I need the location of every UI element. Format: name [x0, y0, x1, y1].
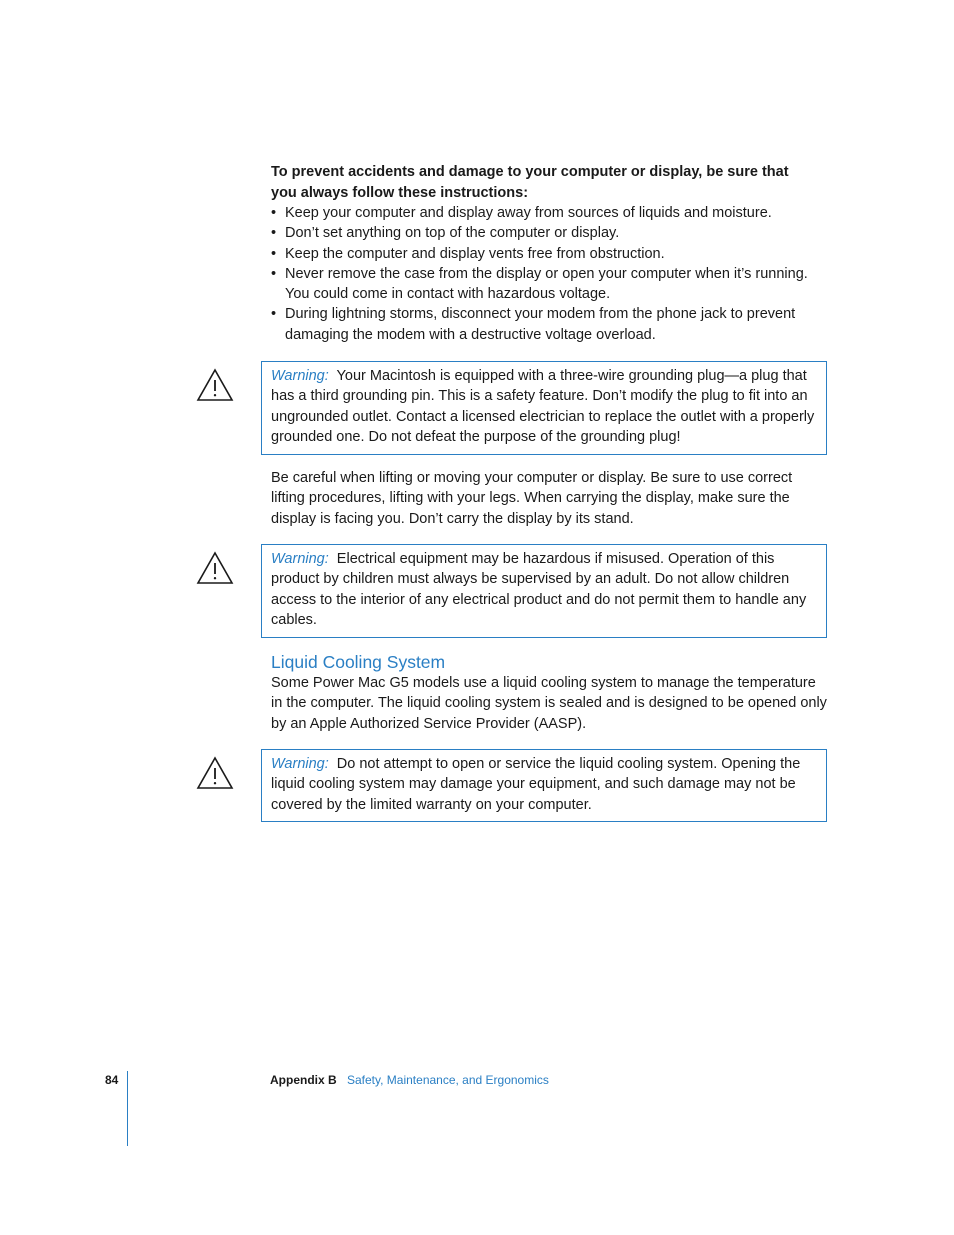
list-item [271, 244, 831, 264]
safety-bullet-list [271, 203, 831, 345]
bullet-glyph: • [271, 205, 277, 221]
bullet-glyph: • [271, 245, 277, 262]
list-item [271, 223, 831, 243]
warning-label: Warning: [271, 368, 329, 384]
list-item [271, 264, 831, 305]
warning-text: Do not attempt to open or service the liquid cooling system. Opening the liquid cooling system may damage your equipment, and such damage may not be covered by the limited warranty on your computer. [271, 756, 801, 813]
intro-instructions: To prevent accidents and damage to your computer or display, be sure that you always follow these instructions: [271, 164, 789, 201]
bullet-text: Keep the computer and display vents free from obstruction. [285, 245, 665, 262]
warning-triangle-icon [196, 756, 234, 790]
bullet-text: During lightning storms, disconnect your modem from the phone jack to prevent damaging the modem with a destructive voltage overload. [285, 306, 796, 343]
chapter-title: Safety, Maintenance, and Ergonomics [347, 1073, 549, 1087]
lifting-paragraph: Be careful when lifting or moving your computer or display. Be sure to use correct lifting procedures, lifting with your legs. When carrying the display, make sure the display is facing you. Don’t carry the display by its stand. [271, 470, 793, 527]
bullet-text: Never remove the case from the display or open your computer when it’s running. You could come in contact with hazardous voltage. [285, 265, 808, 303]
bullet-glyph: • [271, 306, 277, 323]
appendix-label: Appendix B [270, 1073, 337, 1087]
bullet-glyph: • [271, 265, 277, 282]
warning-triangle-icon [196, 551, 234, 585]
page-number: 84 [105, 1073, 119, 1087]
warning-box-grounding-plug [261, 361, 827, 455]
list-item [271, 203, 831, 223]
bullet-text: Keep your computer and display away from sources of liquids and moisture. [285, 205, 772, 221]
cooling-paragraph: Some Power Mac G5 models use a liquid cooling system to manage the temperature in the computer. The liquid cooling system is sealed and is designed to be opened only by an Apple Authorized Service Provider (AASP). [271, 675, 827, 732]
bullet-text: Don’t set anything on top of the computer or display. [285, 225, 620, 242]
footer-divider [127, 1071, 128, 1146]
list-item [271, 304, 831, 345]
section-heading: Liquid Cooling System [271, 652, 446, 672]
warning-box-electrical-equipment [261, 544, 827, 638]
warning-box-liquid-cooling [261, 749, 827, 822]
warning-label: Warning: [271, 756, 329, 772]
warning-text: Your Macintosh is equipped with a three-wire grounding plug—a plug that has a third grounding pin. This is a safety feature. Don’t modify the plug to fit into an ungrounded outlet. Contact a licensed electrician to replace the outlet with a properly grounded one. Do not defeat the purpose of the grounding plug! [271, 368, 815, 446]
bullet-glyph: • [271, 225, 277, 242]
warning-label: Warning: [271, 551, 329, 567]
warning-triangle-icon [196, 368, 234, 402]
warning-text: Electrical equipment may be hazardous if misused. Operation of this product by children must always be supervised by an adult. Do not allow children access to the interior of any electrical product and do not permit them to handle any cables. [271, 551, 807, 629]
